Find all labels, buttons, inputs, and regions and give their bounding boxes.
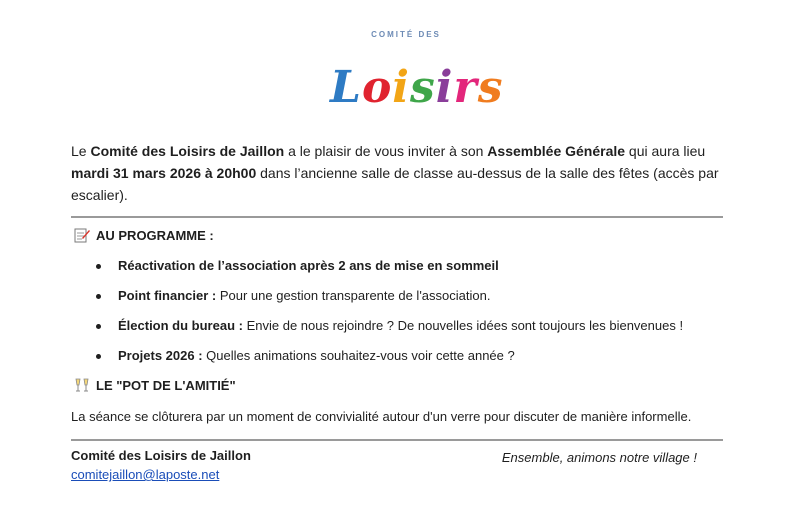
champagne-glasses-icon [74,377,90,393]
intro-text-4: dans l’ancienne salle de classe au-dessus de la salle des fêtes (accès par escalier). [71,165,719,203]
bullet [96,264,101,269]
pot-title: LE "POT DE L'AMITIÉ" [96,377,236,393]
programme-list [96,257,683,377]
logo-letter: s [410,62,436,113]
logo-letter: L [330,62,362,113]
logo-letter: i [392,62,411,113]
bullet [96,294,101,299]
list-item [96,317,683,347]
programme-heading [74,227,214,243]
logo-letter: r [453,62,478,113]
logo-letter: i [435,62,454,113]
logo-letter: o [361,62,393,113]
item-bold: Réactivation de l’association après 2 ans de mise en sommeil [118,258,499,273]
item-text: Quelles animations souhaitez-vous voir cette année ? [202,348,515,363]
footer-org-name: Comité des Loisirs de Jaillon [71,448,251,463]
bullet [96,354,101,359]
logo [326,30,504,122]
intro-paragraph [71,140,731,206]
intro-text-2: a le plaisir de vous inviter à son [284,143,488,159]
item-bold: Point financier : [118,288,217,303]
divider [71,439,723,441]
slogan: Ensemble, animons notre village ! [501,450,697,465]
divider [71,216,723,218]
bullet [96,324,101,329]
logo-word [330,62,504,113]
pot-heading [74,377,236,393]
item-bold: Élection du bureau : [118,318,243,333]
logo-letter: s [477,62,504,113]
event-date: mardi 31 mars 2026 à 20h00 [71,165,257,181]
item-text: Pour une gestion transparente de l'association. [216,288,491,303]
logo-top-text: COMITÉ DES [371,30,441,39]
item-text: Envie de nous rejoindre ? De nouvelles idées sont toujours les bienvenues ! [242,318,684,333]
email-link[interactable]: comitejaillon@laposte.net [71,467,220,482]
programme-title: AU PROGRAMME : [96,227,214,243]
intro-text-3: qui aura lieu [625,143,706,159]
list-item [96,287,683,317]
item-bold: Projets 2026 : [118,348,203,363]
list-item [96,347,683,377]
intro-text-1: Le [71,143,91,159]
event-name: Assemblée Générale [487,143,626,159]
org-name: Comité des Loisirs de Jaillon [90,143,285,159]
closing-text: La séance se clôturera par un moment de convivialité autour d'un verre pour discuter de manière informelle. [71,409,692,424]
pencil-paper-icon [74,227,90,243]
list-item [96,257,683,287]
